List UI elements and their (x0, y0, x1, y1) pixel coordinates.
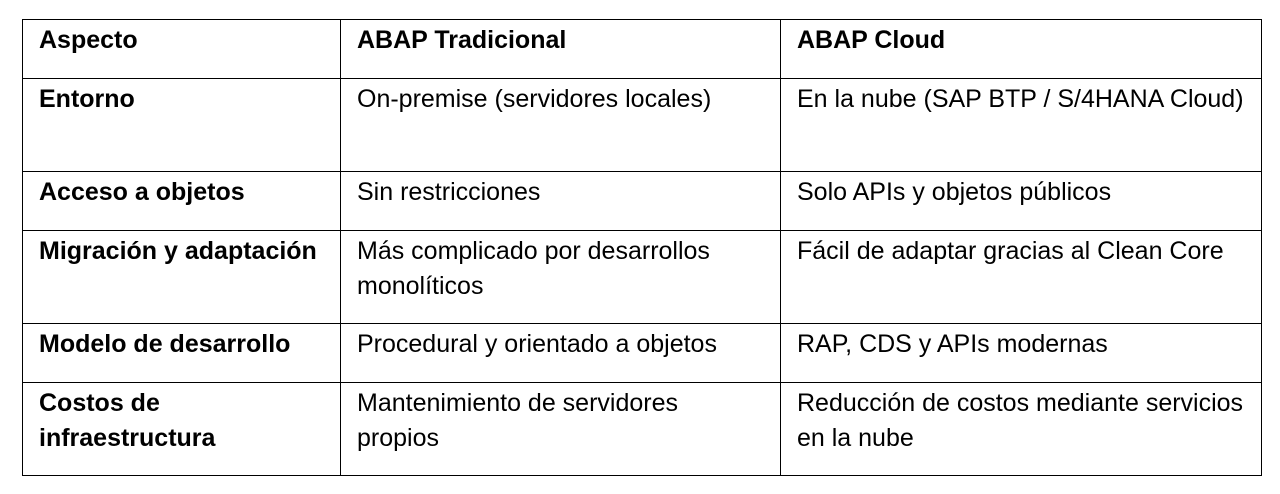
table-row (23, 172, 1262, 231)
table-header-row (23, 20, 1262, 79)
header-aspect: Aspecto (23, 20, 341, 79)
aspect-cell: Acceso a objetos (23, 172, 341, 231)
table-row (23, 231, 1262, 324)
table-row (23, 383, 1262, 476)
cloud-cell: Reducción de costos mediante servicios en la nube (781, 383, 1262, 476)
aspect-cell: Migración y adaptación (23, 231, 341, 324)
cloud-cell: RAP, CDS y APIs modernas (781, 324, 1262, 383)
comparison-table (22, 19, 1262, 476)
header-abap-cloud: ABAP Cloud (781, 20, 1262, 79)
header-abap-traditional: ABAP Tradicional (341, 20, 781, 79)
traditional-cell: Procedural y orientado a objetos (341, 324, 781, 383)
cloud-cell: Fácil de adaptar gracias al Clean Core (781, 231, 1262, 324)
aspect-cell: Costos de infraestructura (23, 383, 341, 476)
aspect-cell: Modelo de desarrollo (23, 324, 341, 383)
aspect-cell: Entorno (23, 79, 341, 172)
cloud-cell: Solo APIs y objetos públicos (781, 172, 1262, 231)
cloud-cell: En la nube (SAP BTP / S/4HANA Cloud) (781, 79, 1262, 172)
table-row (23, 324, 1262, 383)
traditional-cell: Sin restricciones (341, 172, 781, 231)
traditional-cell: Mantenimiento de servidores propios (341, 383, 781, 476)
table-row (23, 79, 1262, 172)
traditional-cell: Más complicado por desarrollos monolíticos (341, 231, 781, 324)
traditional-cell: On-premise (servidores locales) (341, 79, 781, 172)
